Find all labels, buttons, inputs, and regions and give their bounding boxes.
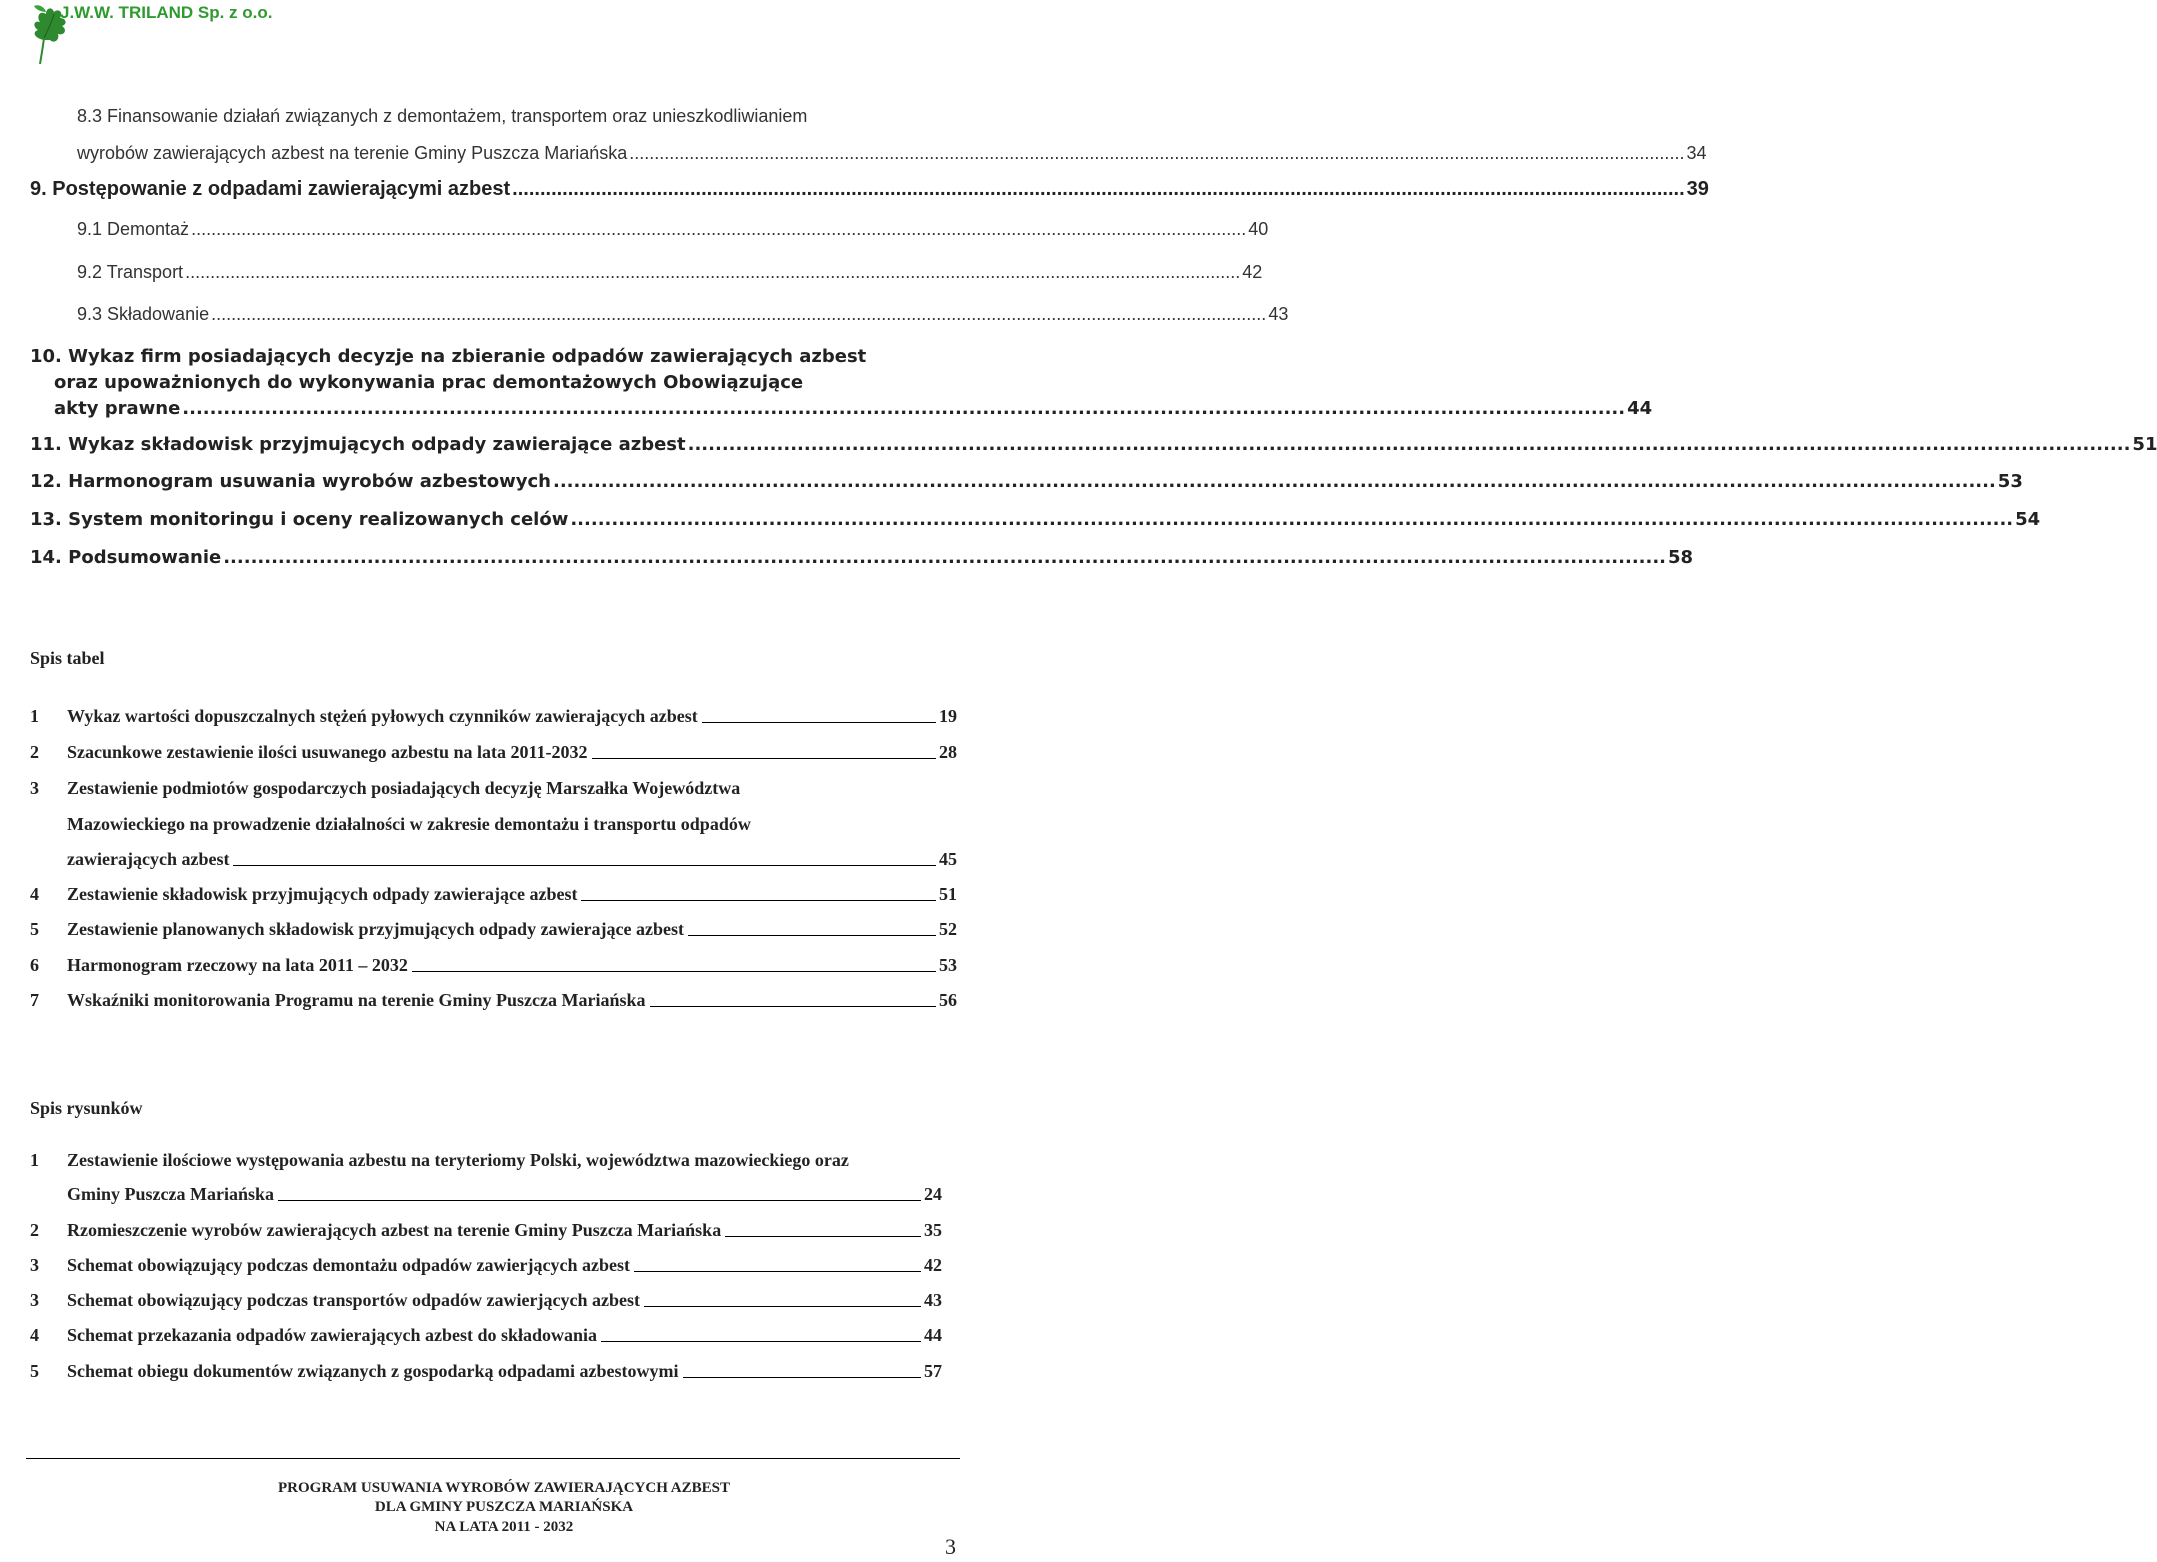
figure-list-item[interactable] (30, 1325, 942, 1346)
toc-entry-line: 10. Wykaz firm posiadających decyzje na zbieranie odpadów zawierających azbest (30, 346, 867, 367)
item-title: Gminy Puszcza Mariańska (67, 1184, 274, 1204)
item-title: Zestawienie planowanych składowisk przyjmujących odpady zawierające azbest (67, 919, 684, 939)
item-title: Wskaźniki monitorowania Programu na terenie Gminy Puszcza Mariańska (67, 990, 646, 1010)
item-page: 24 (924, 1184, 942, 1204)
toc-entry[interactable] (30, 509, 2041, 530)
figure-list-item[interactable] (30, 1290, 942, 1311)
leader-line (592, 757, 936, 759)
toc-entry-title: 9. Postępowanie z odpadami zawierającymi azbest (30, 178, 511, 200)
toc-entry-title: 14. Podsumowanie (30, 547, 222, 568)
table-list-item[interactable] (30, 990, 957, 1011)
toc-leader: ................................................................................................................................................................................................................... (211, 304, 1267, 324)
toc-page-number: 40 (1248, 219, 1269, 239)
toc-leader: ................................................................................................................................................................................................................... (553, 471, 1996, 492)
item-title: Rzomieszczenie wyrobów zawierających azbest na terenie Gminy Puszcza Mariańska (67, 1220, 722, 1240)
page-number: 3 (945, 1534, 956, 1559)
leader-line (644, 1305, 921, 1307)
item-page: 57 (924, 1361, 942, 1381)
toc-leader: ................................................................................................................................................................................................................... (191, 219, 1247, 239)
toc-leader: ................................................................................................................................................................................................................... (182, 398, 1626, 419)
item-title-line: Zestawienie podmiotów gospodarczych posiadających decyzję Marszałka Województwa (67, 778, 741, 798)
item-number: 3 (30, 778, 39, 798)
footer-line: PROGRAM USUWANIA WYROBÓW ZAWIERAJĄCYCH AZBEST (277, 1480, 730, 1496)
item-number: 5 (30, 1361, 39, 1381)
toc-page-number: 34 (1686, 143, 1707, 163)
item-title: zawierających azbest (67, 849, 230, 869)
item-page: 56 (939, 990, 957, 1010)
toc-entry-title: 13. System monitoringu i oceny realizowanych celów (30, 509, 569, 530)
item-number: 3 (30, 1255, 39, 1275)
item-number: 2 (30, 742, 39, 762)
toc-page-number: 51 (2132, 434, 2157, 455)
toc-page-number: 53 (1997, 471, 2023, 492)
toc-entry-title: 11. Wykaz składowisk przyjmujących odpady zawierające azbest (30, 434, 686, 455)
toc-entry-title: 9.3 Składowanie (77, 304, 210, 324)
item-page: 43 (924, 1290, 942, 1310)
item-page: 45 (939, 849, 957, 869)
figure-list-item[interactable] (67, 1184, 942, 1205)
toc-page-number: 58 (1668, 547, 1694, 568)
item-number: 5 (30, 919, 39, 939)
leader-line (412, 970, 936, 972)
toc-entry-title: wyrobów zawierających azbest na terenie Gminy Puszcza Mariańska (77, 143, 628, 163)
toc-page-number: 42 (1242, 262, 1263, 282)
item-page: 19 (939, 706, 957, 726)
table-list-item[interactable] (30, 706, 957, 727)
table-list-item[interactable] (30, 955, 957, 976)
leader-line (634, 1270, 921, 1272)
toc-entry[interactable] (30, 471, 2023, 492)
tables-list-title: Spis tabel (30, 648, 105, 668)
toc-entry[interactable] (54, 398, 1653, 419)
toc-entry-title: akty prawne (54, 398, 181, 419)
footer-line: DLA GMINY PUSZCZA MARIAŃSKA (374, 1499, 634, 1515)
leader-line (683, 1376, 921, 1378)
item-number: 6 (30, 955, 39, 975)
leader-line (581, 899, 936, 901)
table-list-item[interactable] (30, 742, 957, 763)
figure-list-item[interactable] (30, 1220, 942, 1241)
toc-page-number: 43 (1268, 304, 1289, 324)
toc-page-number: 39 (1686, 178, 1709, 200)
figure-list-item[interactable] (30, 1361, 942, 1382)
item-page: 42 (924, 1255, 942, 1275)
toc-entry-title: 9.2 Transport (77, 262, 184, 282)
item-title: Szacunkowe zestawienie ilości usuwanego azbestu na lata 2011-2032 (67, 742, 588, 762)
item-title: Schemat obiegu dokumentów związanych z gospodarką odpadami azbestowymi (67, 1361, 679, 1381)
toc-entry-line: oraz upoważnionych do wykonywania prac demontażowych Obowiązujące (54, 372, 804, 393)
item-page: 53 (939, 955, 957, 975)
item-title: Wykaz wartości dopuszczalnych stężeń pyłowych czynników zawierających azbest (67, 706, 698, 726)
item-title: Schemat obowiązujący podczas transportów odpadów zawierjących azbest (67, 1290, 640, 1310)
item-number: 2 (30, 1220, 39, 1240)
item-number: 7 (30, 990, 39, 1010)
item-page: 44 (924, 1325, 942, 1345)
figures-list-title: Spis rysunków (30, 1098, 143, 1118)
item-number: 4 (30, 1325, 39, 1345)
table-list-item[interactable] (67, 849, 957, 870)
item-number: 3 (30, 1290, 39, 1310)
leader-line (702, 721, 936, 723)
leader-line (688, 934, 936, 936)
item-page: 28 (939, 742, 957, 762)
toc-entry[interactable] (30, 434, 2157, 455)
item-title: Zestawienie składowisk przyjmujących odpady zawierające azbest (67, 884, 578, 904)
toc-entry-line: 8.3 Finansowanie działań związanych z demontażem, transportem oraz unieszkodliwianiem (77, 106, 808, 126)
item-title-line: Mazowieckiego na prowadzenie działalności w zakresie demontażu i transportu odpadów (67, 814, 751, 834)
leader-line (601, 1340, 921, 1342)
item-page: 35 (924, 1220, 942, 1240)
toc-leader: ................................................................................................................................................................................................................... (223, 547, 1667, 568)
item-page: 51 (939, 884, 957, 904)
table-list-item[interactable] (30, 919, 957, 940)
leader-line (650, 1005, 937, 1007)
item-title-line: Zestawienie ilościowe występowania azbestu na teryteriomy Polski, województwa mazowieckiego oraz (67, 1150, 849, 1170)
toc-leader: ................................................................................................................................................................................................................... (687, 434, 2131, 455)
leader-line (278, 1199, 921, 1201)
toc-entry[interactable] (30, 178, 1709, 201)
toc-leader: ................................................................................................................................................................................................................... (185, 262, 1241, 282)
item-number: 4 (30, 884, 39, 904)
item-title: Harmonogram rzeczowy na lata 2011 – 2032 (67, 955, 408, 975)
toc-leader: ................................................................................................................................................................................................................... (512, 178, 1685, 200)
item-title: Schemat przekazania odpadów zawierających azbest do składowania (67, 1325, 597, 1345)
toc-page-number: 44 (1627, 398, 1653, 419)
toc-entry-title: 9.1 Demontaż (77, 219, 190, 239)
item-page: 52 (939, 919, 957, 939)
leader-line (233, 864, 936, 866)
item-title: Schemat obowiązujący podczas demontażu odpadów zawierjących azbest (67, 1255, 630, 1275)
item-number: 1 (30, 706, 39, 726)
toc-page-number: 54 (2015, 509, 2041, 530)
table-list-item[interactable] (30, 884, 957, 905)
toc-entry[interactable] (77, 304, 1289, 325)
toc-leader: ................................................................................................................................................................................................................... (629, 143, 1685, 163)
toc-entry-title: 12. Harmonogram usuwania wyrobów azbestowych (30, 471, 551, 492)
page-header (0, 0, 960, 70)
toc-entry[interactable] (77, 143, 1707, 164)
toc-entry[interactable] (30, 547, 1694, 568)
toc-entry[interactable] (77, 262, 1263, 283)
footer-line: NA LATA 2011 - 2032 (434, 1519, 574, 1535)
company-name: J.W.W. TRILAND Sp. z o.o. (60, 3, 273, 22)
figure-list-item[interactable] (30, 1255, 942, 1276)
toc-entry[interactable] (77, 219, 1269, 240)
toc-leader: ................................................................................................................................................................................................................... (570, 509, 2014, 530)
leader-line (725, 1235, 921, 1237)
item-number: 1 (30, 1150, 39, 1170)
footer-divider (26, 1458, 960, 1459)
